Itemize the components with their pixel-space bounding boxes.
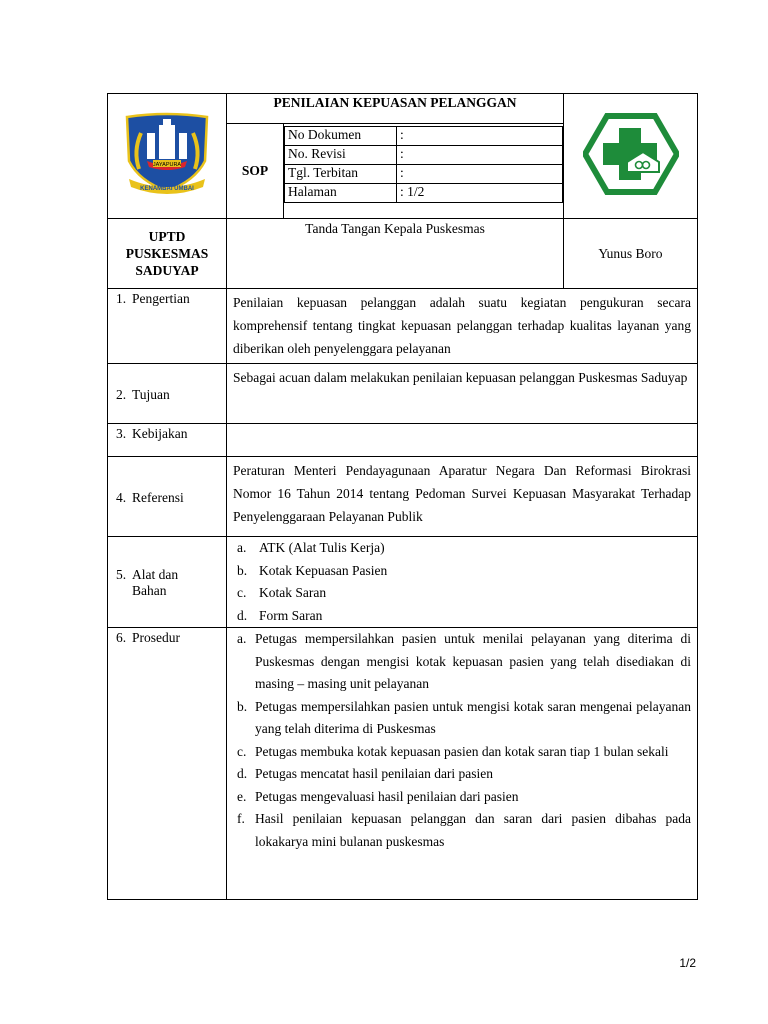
title-block — [227, 94, 564, 219]
document-title: PENILAIAN KEPUASAN PELANGGAN — [227, 94, 563, 124]
section-title: Kebijakan — [132, 426, 188, 441]
org-line-1: UPTD — [148, 229, 186, 244]
meta-value-tgl-terbitan: : — [397, 165, 563, 184]
list-text: Petugas mencatat hasil penilaian dari pasien — [255, 766, 494, 781]
list-marker: e. — [237, 788, 247, 804]
list-item — [237, 808, 691, 853]
meta-label-tgl-terbitan: Tgl. Terbitan — [285, 165, 397, 184]
list-marker: b. — [237, 562, 248, 578]
org-line-2: PUSKESMAS — [125, 246, 209, 261]
list-text: Kotak Saran — [259, 585, 327, 600]
meta-value-halaman: : 1/2 — [397, 184, 563, 203]
head-name: Yunus Boro — [564, 219, 698, 289]
list-marker: a. — [237, 540, 247, 555]
signature-label: Tanda Tangan Kepala Puskesmas — [227, 219, 564, 289]
emblem-motto-text: KENAMBAI UMBAI — [140, 186, 194, 192]
alat-label-line-2: Bahan — [132, 583, 167, 598]
list-text: Petugas mengevaluasi hasil penilaian dari pasien — [255, 788, 519, 804]
list-item — [237, 537, 691, 560]
emblem-banner-text: JAYAPURA — [152, 162, 182, 168]
list-text: Petugas mempersilahkan pasien untuk mengisi kotak saran mengenai pelayanan yang telah diterima di Puskesmas — [255, 698, 691, 736]
alat-label-line-1: Alat dan — [132, 567, 179, 582]
list-marker: b. — [237, 698, 248, 714]
tujuan-text: Sebagai acuan dalam melakukan penilaian kepuasan pelanggan Puskesmas Saduyap — [227, 364, 698, 424]
regional-emblem-logo — [119, 111, 215, 197]
regional-emblem-cell — [108, 94, 227, 219]
list-marker: a. — [237, 631, 247, 646]
org-line-3: SADUYAP — [135, 263, 199, 278]
section-label-pengertian — [108, 289, 227, 364]
section-title: Pengertian — [132, 291, 190, 306]
referensi-text: Peraturan Menteri Pendayagunaan Aparatur Negara Dan Reformasi Birokrasi Nomor 16 Tahun 2014 tentang Pedoman Survei Kepuasan Masyarakat Terhadap Penyelenggaraan Pelayanan Publik — [227, 457, 698, 537]
list-item — [237, 582, 691, 605]
prosedur-list — [237, 628, 691, 853]
list-item — [237, 605, 691, 628]
list-text: Hasil penilaian kepuasan pelanggan dan saran dari pasien dibahas pada lokakarya mini bulanan puskesmas — [255, 811, 691, 849]
section-number: 1. — [116, 291, 127, 306]
list-item — [237, 560, 691, 583]
organization-name — [108, 219, 227, 289]
list-item — [237, 741, 691, 764]
section-label-kebijakan — [108, 424, 227, 457]
pengertian-text: Penilaian kepuasan pelanggan adalah suatu kegiatan pengukuran secara komprehensif tentang tingkat kepuasan pelanggan terhadap kualitas layanan yang diberikan oleh penyelenggara pelayanan — [227, 289, 698, 364]
section-label-alat — [108, 537, 227, 628]
section-label-prosedur — [108, 628, 227, 900]
meta-value-no-revisi: : — [397, 146, 563, 165]
section-number: 3. — [116, 426, 127, 441]
sop-label: SOP — [227, 124, 284, 219]
section-title: Prosedur — [132, 630, 180, 645]
list-marker: f. — [237, 811, 245, 826]
list-marker: d. — [237, 607, 248, 623]
section-number: 2. — [116, 386, 127, 402]
meta-label-no-dokumen: No Dokumen — [285, 127, 397, 146]
list-text: Petugas membuka kotak kepuasan pasien dan kotak saran tiap 1 bulan sekali — [255, 743, 669, 759]
sop-table — [107, 93, 698, 900]
list-marker: d. — [237, 766, 248, 781]
section-number: 5. — [116, 567, 127, 582]
section-title: Referensi — [132, 489, 184, 505]
list-marker: c. — [237, 585, 247, 600]
list-text: Petugas mempersilahkan pasien untuk menilai pelayanan yang diterima di Puskesmas dengan mengisi kotak kepuasan pasien yang telah disediakan di masing – masing unit pelayanan — [255, 631, 691, 691]
alat-list-cell — [227, 537, 698, 628]
section-title: Tujuan — [132, 386, 170, 402]
section-number: 4. — [116, 489, 127, 505]
meta-label-halaman: Halaman — [285, 184, 397, 203]
kebijakan-text — [227, 424, 698, 457]
puskesmas-logo-cell — [564, 94, 698, 219]
meta-value-no-dokumen: : — [397, 127, 563, 146]
list-marker: c. — [237, 743, 247, 759]
alat-list — [237, 537, 691, 627]
section-number: 6. — [116, 630, 127, 645]
prosedur-list-cell — [227, 628, 698, 900]
list-item — [237, 786, 691, 809]
list-item — [237, 628, 691, 696]
puskesmas-logo — [583, 112, 679, 196]
section-title — [132, 567, 178, 599]
list-text: ATK (Alat Tulis Kerja) — [259, 540, 385, 555]
section-label-referensi — [108, 457, 227, 537]
list-text: Form Saran — [259, 607, 323, 623]
list-item — [237, 763, 691, 786]
list-text: Kotak Kepuasan Pasien — [259, 562, 388, 578]
page-number: 1/2 — [679, 956, 696, 970]
section-label-tujuan — [108, 364, 227, 424]
list-item — [237, 696, 691, 741]
meta-label-no-revisi: No. Revisi — [285, 146, 397, 165]
